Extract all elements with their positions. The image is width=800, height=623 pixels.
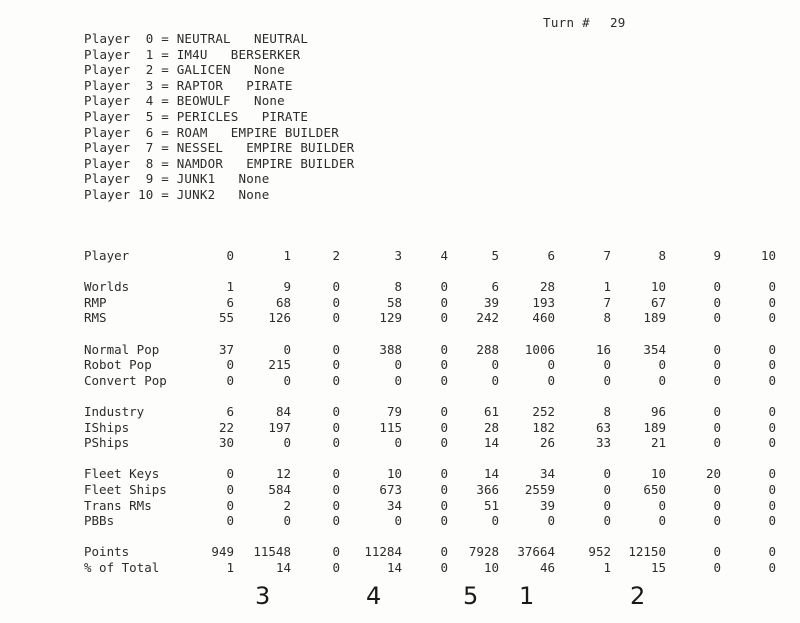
row-label: Trans RMs bbox=[84, 497, 152, 513]
table-cell: 0 bbox=[332, 466, 340, 482]
stats-table bbox=[84, 248, 800, 575]
table-cell: 0 bbox=[713, 372, 721, 388]
table-cell: 0 bbox=[768, 466, 776, 482]
table-cell: 28 bbox=[483, 419, 499, 435]
turn-number: 29 bbox=[609, 15, 626, 30]
table-row bbox=[84, 295, 800, 311]
table-cell: 0 bbox=[440, 544, 448, 560]
table-cell: 1 bbox=[603, 559, 611, 575]
table-cell: 9 bbox=[283, 279, 291, 295]
table-cell: 1 bbox=[603, 279, 611, 295]
table-cell: 0 bbox=[768, 372, 776, 388]
turn-label: Turn # bbox=[543, 15, 590, 30]
player-line: Player 6 = ROAM EMPIRE BUILDER bbox=[84, 124, 339, 140]
table-cell: 14 bbox=[386, 559, 402, 575]
table-cell: 8 bbox=[658, 248, 666, 263]
table-cell: 30 bbox=[218, 435, 234, 451]
table-cell: 55 bbox=[218, 310, 234, 326]
table-cell: 10 bbox=[650, 466, 666, 482]
row-label: IShips bbox=[84, 419, 130, 435]
table-cell: 34 bbox=[539, 466, 555, 482]
table-cell: 115 bbox=[379, 419, 402, 435]
table-cell: 0 bbox=[394, 435, 402, 451]
table-cell: 0 bbox=[440, 481, 448, 497]
table-cell: 0 bbox=[226, 357, 234, 373]
player-line: Player 9 = JUNK1 None bbox=[84, 171, 270, 187]
table-cell: 0 bbox=[332, 481, 340, 497]
table-cell: 0 bbox=[440, 279, 448, 295]
table-cell: 0 bbox=[332, 544, 340, 560]
table-cell: 2 bbox=[283, 497, 291, 513]
row-spacer bbox=[84, 264, 800, 280]
table-cell: 0 bbox=[394, 372, 402, 388]
table-cell: 0 bbox=[332, 310, 340, 326]
table-cell: 0 bbox=[768, 559, 776, 575]
table-cell: 0 bbox=[768, 357, 776, 373]
table-cell: 0 bbox=[440, 357, 448, 373]
table-cell: 11284 bbox=[364, 544, 402, 560]
player-line: Player 5 = PERICLES PIRATE bbox=[84, 108, 309, 124]
table-cell: 0 bbox=[440, 497, 448, 513]
table-cell: 0 bbox=[768, 310, 776, 326]
table-cell: 26 bbox=[539, 435, 555, 451]
table-cell: 0 bbox=[658, 357, 666, 373]
table-cell: 0 bbox=[713, 435, 721, 451]
table-cell: 16 bbox=[595, 341, 611, 357]
table-cell: 197 bbox=[268, 419, 291, 435]
table-row bbox=[84, 513, 800, 529]
row-label: Convert Pop bbox=[84, 372, 167, 388]
table-cell: 68 bbox=[275, 294, 291, 310]
table-cell: 6 bbox=[491, 279, 499, 295]
table-cell: 2 bbox=[332, 248, 340, 263]
player-line: Player 4 = BEOWULF None bbox=[84, 93, 285, 109]
row-label: RMS bbox=[84, 310, 107, 326]
table-header-row bbox=[84, 248, 800, 264]
player-line: Player 8 = NAMDOR EMPIRE BUILDER bbox=[84, 155, 355, 171]
player-line: Player 7 = NESSEL EMPIRE BUILDER bbox=[84, 140, 355, 156]
table-cell: 0 bbox=[440, 372, 448, 388]
table-cell: 182 bbox=[532, 419, 555, 435]
table-cell: 84 bbox=[275, 403, 291, 419]
handwritten-rank: 3 bbox=[255, 582, 271, 610]
table-cell: 14 bbox=[275, 559, 291, 575]
table-cell: 0 bbox=[547, 513, 555, 529]
table-cell: 0 bbox=[226, 248, 234, 263]
table-cell: 7 bbox=[603, 294, 611, 310]
table-cell: 0 bbox=[332, 403, 340, 419]
table-cell: 366 bbox=[476, 481, 499, 497]
table-cell: 34 bbox=[386, 497, 402, 513]
table-cell: 6 bbox=[226, 294, 234, 310]
table-cell: 10 bbox=[386, 466, 402, 482]
table-cell: 0 bbox=[491, 372, 499, 388]
table-cell: 6 bbox=[226, 403, 234, 419]
table-row bbox=[84, 435, 800, 451]
table-cell: 10 bbox=[760, 248, 776, 263]
table-cell: 460 bbox=[532, 310, 555, 326]
table-cell: 7928 bbox=[468, 544, 499, 560]
table-cell: 0 bbox=[547, 372, 555, 388]
table-cell: 12150 bbox=[628, 544, 666, 560]
table-cell: 14 bbox=[483, 435, 499, 451]
table-cell: 8 bbox=[603, 403, 611, 419]
table-cell: 1 bbox=[226, 279, 234, 295]
table-cell: 0 bbox=[226, 513, 234, 529]
table-cell: 0 bbox=[283, 341, 291, 357]
table-cell: 952 bbox=[588, 544, 611, 560]
handwritten-rank: 2 bbox=[630, 582, 646, 610]
table-cell: 0 bbox=[394, 357, 402, 373]
table-cell: 0 bbox=[394, 513, 402, 529]
table-cell: 0 bbox=[768, 419, 776, 435]
table-cell: 7 bbox=[603, 248, 611, 263]
table-cell: 0 bbox=[768, 481, 776, 497]
table-cell: 0 bbox=[440, 513, 448, 529]
table-cell: 126 bbox=[268, 310, 291, 326]
table-cell: 5 bbox=[491, 248, 499, 263]
table-cell: 0 bbox=[226, 372, 234, 388]
table-cell: 193 bbox=[532, 294, 555, 310]
table-cell: 0 bbox=[332, 357, 340, 373]
table-cell: 0 bbox=[603, 372, 611, 388]
table-cell: 0 bbox=[491, 357, 499, 373]
table-cell: 0 bbox=[332, 513, 340, 529]
table-cell: 0 bbox=[440, 294, 448, 310]
table-cell: 22 bbox=[218, 419, 234, 435]
table-cell: 0 bbox=[713, 403, 721, 419]
table-row bbox=[84, 342, 800, 358]
table-cell: 0 bbox=[332, 435, 340, 451]
table-cell: 0 bbox=[440, 341, 448, 357]
table-cell: 0 bbox=[440, 435, 448, 451]
table-cell: 9 bbox=[713, 248, 721, 263]
table-cell: 0 bbox=[332, 419, 340, 435]
table-cell: 388 bbox=[379, 341, 402, 357]
table-cell: 0 bbox=[603, 513, 611, 529]
table-cell: 0 bbox=[768, 435, 776, 451]
table-cell: 0 bbox=[332, 294, 340, 310]
table-cell: 0 bbox=[603, 466, 611, 482]
table-cell: 0 bbox=[658, 513, 666, 529]
table-cell: 0 bbox=[283, 513, 291, 529]
row-label: RMP bbox=[84, 294, 107, 310]
handwritten-rank: 1 bbox=[519, 582, 535, 610]
table-cell: 0 bbox=[440, 466, 448, 482]
table-row bbox=[84, 357, 800, 373]
table-cell: 11548 bbox=[253, 544, 291, 560]
table-cell: 0 bbox=[226, 466, 234, 482]
table-cell: 189 bbox=[643, 419, 666, 435]
row-label: Normal Pop bbox=[84, 341, 160, 357]
table-cell: 0 bbox=[491, 513, 499, 529]
row-label: Fleet Ships bbox=[84, 481, 167, 497]
table-row bbox=[84, 560, 800, 576]
table-cell: 0 bbox=[713, 481, 721, 497]
table-cell: 650 bbox=[643, 481, 666, 497]
row-label: Robot Pop bbox=[84, 357, 152, 373]
table-row bbox=[84, 373, 800, 389]
table-cell: 0 bbox=[603, 357, 611, 373]
table-cell: 0 bbox=[768, 497, 776, 513]
handwritten-rank: 5 bbox=[463, 582, 479, 610]
table-cell: 3 bbox=[394, 248, 402, 263]
table-cell: 0 bbox=[713, 559, 721, 575]
table-cell: 6 bbox=[547, 248, 555, 263]
table-cell: 15 bbox=[650, 559, 666, 575]
table-cell: 0 bbox=[547, 357, 555, 373]
table-cell: 0 bbox=[768, 279, 776, 295]
table-cell: 0 bbox=[332, 279, 340, 295]
table-cell: 2559 bbox=[524, 481, 555, 497]
table-cell: 0 bbox=[658, 497, 666, 513]
table-cell: 0 bbox=[440, 559, 448, 575]
table-cell: 8 bbox=[394, 279, 402, 295]
table-cell: 10 bbox=[650, 279, 666, 295]
table-cell: 0 bbox=[713, 419, 721, 435]
table-cell: 0 bbox=[440, 310, 448, 326]
table-cell: 0 bbox=[440, 419, 448, 435]
table-cell: 0 bbox=[713, 513, 721, 529]
table-cell: 14 bbox=[483, 466, 499, 482]
table-cell: 1006 bbox=[524, 341, 555, 357]
table-cell: 39 bbox=[539, 497, 555, 513]
table-cell: 0 bbox=[713, 357, 721, 373]
row-label: Worlds bbox=[84, 279, 130, 295]
table-cell: 0 bbox=[713, 310, 721, 326]
table-cell: 67 bbox=[650, 294, 666, 310]
player-line: Player 2 = GALICEN None bbox=[84, 62, 285, 78]
table-cell: 0 bbox=[283, 435, 291, 451]
table-cell: 37664 bbox=[517, 544, 555, 560]
row-label: Player bbox=[84, 248, 130, 263]
table-cell: 949 bbox=[211, 544, 234, 560]
table-row bbox=[84, 420, 800, 436]
table-cell: 0 bbox=[713, 544, 721, 560]
table-cell: 63 bbox=[595, 419, 611, 435]
table-cell: 0 bbox=[226, 481, 234, 497]
table-cell: 12 bbox=[275, 466, 291, 482]
table-cell: 39 bbox=[483, 294, 499, 310]
table-row bbox=[84, 466, 800, 482]
player-line: Player 0 = NEUTRAL NEUTRAL bbox=[84, 31, 309, 46]
table-row bbox=[84, 544, 800, 560]
row-label: Points bbox=[84, 544, 130, 560]
table-cell: 28 bbox=[539, 279, 555, 295]
table-cell: 1 bbox=[283, 248, 291, 263]
row-label: % of Total bbox=[84, 559, 160, 575]
row-spacer bbox=[84, 326, 800, 342]
table-cell: 1 bbox=[226, 559, 234, 575]
player-line: Player 3 = RAPTOR PIRATE bbox=[84, 77, 293, 93]
table-cell: 0 bbox=[768, 403, 776, 419]
table-cell: 0 bbox=[768, 544, 776, 560]
row-label: Fleet Keys bbox=[84, 466, 160, 482]
table-row bbox=[84, 404, 800, 420]
table-cell: 51 bbox=[483, 497, 499, 513]
table-cell: 10 bbox=[483, 559, 499, 575]
table-cell: 242 bbox=[476, 310, 499, 326]
table-cell: 79 bbox=[386, 403, 402, 419]
table-cell: 0 bbox=[332, 341, 340, 357]
table-row bbox=[84, 482, 800, 498]
table-cell: 0 bbox=[713, 294, 721, 310]
row-spacer bbox=[84, 388, 800, 404]
table-cell: 96 bbox=[650, 403, 666, 419]
table-cell: 673 bbox=[379, 481, 402, 497]
table-cell: 0 bbox=[768, 294, 776, 310]
table-cell: 252 bbox=[532, 403, 555, 419]
table-cell: 288 bbox=[476, 341, 499, 357]
table-cell: 0 bbox=[713, 279, 721, 295]
row-label: Industry bbox=[84, 403, 145, 419]
table-cell: 20 bbox=[705, 466, 721, 482]
table-cell: 61 bbox=[483, 403, 499, 419]
table-cell: 4 bbox=[440, 248, 448, 263]
table-cell: 0 bbox=[332, 372, 340, 388]
row-spacer bbox=[84, 451, 800, 467]
table-cell: 129 bbox=[379, 310, 402, 326]
table-cell: 189 bbox=[643, 310, 666, 326]
turn-indicator bbox=[543, 15, 626, 30]
table-cell: 33 bbox=[595, 435, 611, 451]
table-cell: 0 bbox=[332, 497, 340, 513]
table-cell: 0 bbox=[768, 341, 776, 357]
table-cell: 0 bbox=[768, 513, 776, 529]
table-cell: 46 bbox=[539, 559, 555, 575]
table-cell: 21 bbox=[650, 435, 666, 451]
table-cell: 58 bbox=[386, 294, 402, 310]
table-cell: 0 bbox=[283, 372, 291, 388]
player-line: Player 10 = JUNK2 None bbox=[84, 186, 270, 202]
handwritten-rank: 4 bbox=[366, 582, 382, 610]
table-cell: 0 bbox=[713, 497, 721, 513]
table-cell: 0 bbox=[713, 341, 721, 357]
table-cell: 0 bbox=[332, 559, 340, 575]
table-cell: 0 bbox=[440, 403, 448, 419]
table-cell: 354 bbox=[643, 341, 666, 357]
row-label: PShips bbox=[84, 435, 130, 451]
table-cell: 0 bbox=[226, 497, 234, 513]
table-cell: 584 bbox=[268, 481, 291, 497]
table-row bbox=[84, 498, 800, 514]
table-cell: 0 bbox=[658, 372, 666, 388]
table-row bbox=[84, 279, 800, 295]
table-cell: 0 bbox=[603, 497, 611, 513]
table-cell: 0 bbox=[603, 481, 611, 497]
row-label: PBBs bbox=[84, 513, 115, 529]
player-line: Player 1 = IM4U BERSERKER bbox=[84, 46, 301, 62]
table-cell: 8 bbox=[603, 310, 611, 326]
table-cell: 37 bbox=[218, 341, 234, 357]
table-cell: 215 bbox=[268, 357, 291, 373]
player-roster bbox=[84, 31, 354, 203]
row-spacer bbox=[84, 529, 800, 545]
table-row bbox=[84, 310, 800, 326]
